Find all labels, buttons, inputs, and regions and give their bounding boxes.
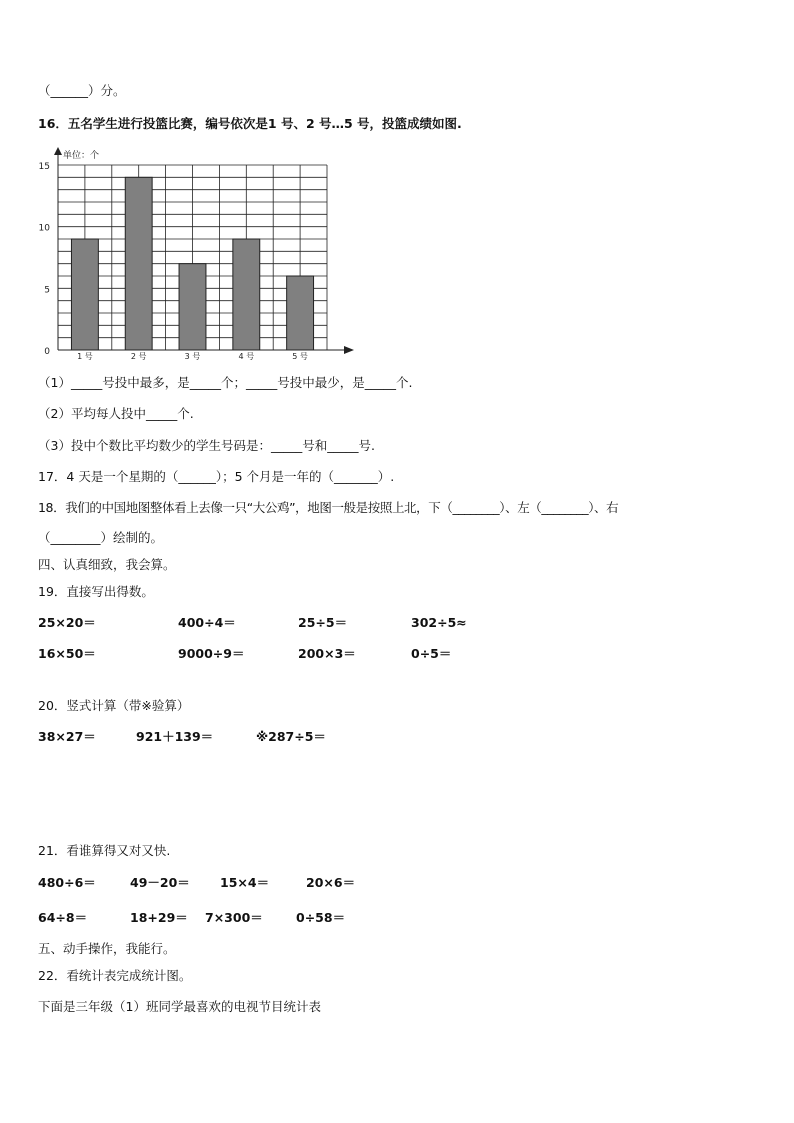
x-tick-label: 3 号	[184, 352, 201, 360]
x-tick-label: 2 号	[130, 352, 147, 360]
q20-item: 921＋139＝	[136, 729, 214, 744]
q19-item: 25×20＝	[38, 615, 96, 630]
x-tick-label: 1 号	[77, 352, 93, 360]
q19-item: 200×3＝	[298, 646, 356, 661]
q21-item: 15×4＝	[220, 875, 270, 890]
bar-2	[125, 177, 152, 350]
section-5-heading: 五、动手操作，我能行。	[38, 941, 176, 956]
question-22-table-caption: 下面是三年级（1）班同学最喜欢的电视节目统计表	[38, 999, 321, 1014]
q21-item: 49－20＝	[130, 875, 190, 890]
q19-item: 0÷5＝	[411, 646, 452, 661]
x-tick-label: 5 号	[292, 352, 308, 360]
unit-label: 单位：个	[63, 151, 100, 161]
q19-item: 9000÷9＝	[178, 646, 245, 661]
line-fraction-answer: （______）分。	[38, 83, 126, 98]
q21-item: 64÷8＝	[38, 910, 88, 925]
question-16-part-3: （3）投中个数比平均数少的学生号码是：_____号和_____号.	[38, 438, 375, 453]
q20-item: 38×27＝	[38, 729, 96, 744]
q19-item: 25÷5＝	[298, 615, 348, 630]
q21-item: 0÷58＝	[296, 910, 346, 925]
x-tick-label: 4 号	[238, 352, 255, 360]
y-tick-label: 10	[38, 223, 50, 234]
section-4-heading: 四、认真细致，我会算。	[38, 557, 176, 572]
question-16-part-1: （1）_____号投中最多，是_____个；_____号投中最少，是_____个.	[38, 375, 413, 390]
y-axis-arrow	[54, 147, 62, 155]
y-tick-label: 15	[38, 162, 50, 172]
q19-item: 400÷4＝	[178, 615, 236, 630]
question-18-line-2: （________）绘制的。	[38, 530, 164, 545]
question-19: 19．直接写出得数。	[38, 584, 154, 599]
bar-1	[71, 239, 98, 350]
question-17: 17．4 天是一个星期的（______）；5 个月是一年的（_______）.	[38, 469, 395, 484]
q19-item: 302÷5≈	[411, 615, 467, 630]
question-16: 16．五名学生进行投篮比赛，编号依次是1 号、2 号…5 号，投篮成绩如图.	[38, 116, 462, 131]
basketball-bar-chart	[30, 145, 360, 360]
q21-item: 18+29＝	[130, 910, 188, 925]
question-22: 22．看统计表完成统计图。	[38, 968, 192, 983]
q21-item: 7×300＝	[205, 910, 263, 925]
y-tick-label: 5	[44, 285, 50, 296]
question-18-line-1: 18．我们的中国地图整体看上去像一只“大公鸡”，地图一般是按照上北，下（________）、左（________）、右	[38, 500, 619, 515]
q19-item: 16×50＝	[38, 646, 96, 661]
question-21: 21．看谁算得又对又快.	[38, 843, 171, 858]
bar-5	[287, 276, 314, 350]
y-tick-label: 0	[44, 347, 50, 357]
bar-3	[179, 264, 206, 350]
q21-item: 480÷6＝	[38, 875, 96, 890]
question-16-part-2: （2）平均每人投中_____个.	[38, 406, 194, 421]
bar-4	[233, 239, 260, 350]
q20-item: ※287÷5＝	[256, 729, 326, 744]
x-axis-arrow	[344, 346, 354, 354]
q21-item: 20×6＝	[306, 875, 356, 890]
question-20: 20．竖式计算（带※验算）	[38, 698, 190, 713]
